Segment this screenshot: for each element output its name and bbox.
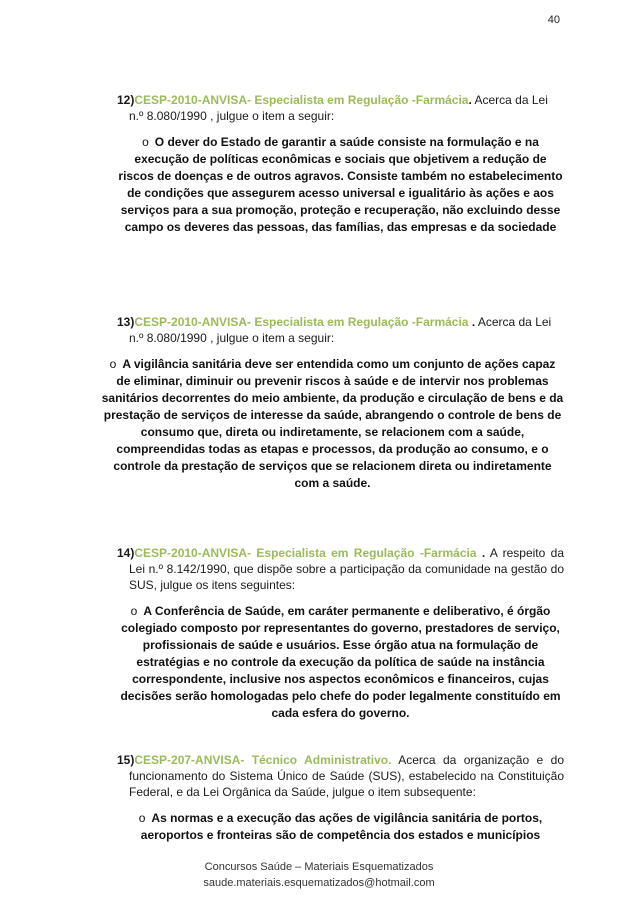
question-source: CESP-2010-ANVISA- Especialista em Regulação -Farmácia bbox=[134, 315, 469, 329]
page-number: 40 bbox=[547, 14, 560, 26]
question-number: 15) bbox=[117, 753, 135, 767]
page-footer bbox=[0, 859, 638, 891]
question-15 bbox=[117, 752, 564, 844]
question-prompt: Acerca da Lei n.º 8.080/1990 , julgue o item a seguir: bbox=[129, 93, 548, 123]
question-statement bbox=[89, 356, 564, 492]
statement-text: O dever do Estado de garantir a saúde consiste na formulação e na execução de políticas econômicas e sociais que objetivem a redução de riscos de doenças e de outros agravos. Consiste também no estabelecimento de condições que assegurem acesso universal e igualitário às ações e aos serviços para a sua promoção, proteção e recuperação, não excluindo desse campo os deveres das pessoas, das famílias, das empresas e da sociedade bbox=[118, 135, 563, 234]
footer-title: Concursos Saúde – Materiais Esquematizados bbox=[204, 861, 434, 873]
statement-text: A vigilância sanitária deve ser entendida como um conjunto de ações capaz de eliminar, diminuir ou prevenir riscos à saúde e de intervir nos problemas sanitários decorrentes do meio ambiente, da produção e circulação de bens e da prestação de serviços de interesse da saúde, abrangendo o controle de bens de consumo que, direta ou indiretamente, se relacionem com a saúde, compreendidas todas as etapas e processos, da produção ao consumo, e o controle da prestação de serviços que se relacionem direta ou indiretamente com a saúde. bbox=[101, 357, 564, 490]
question-header bbox=[117, 314, 564, 346]
question-source: CESP-207-ANVISA- Técnico Administrativo. bbox=[134, 753, 392, 767]
bullet-icon: o bbox=[138, 811, 146, 825]
question-separator: . bbox=[468, 93, 472, 107]
question-statement bbox=[117, 134, 564, 236]
question-number: 13) bbox=[117, 315, 135, 329]
question-13 bbox=[101, 314, 564, 492]
question-source: CESP-2010-ANVISA- Especialista em Regulação -Farmácia bbox=[134, 93, 469, 107]
question-number: 14) bbox=[117, 546, 135, 560]
bullet-icon: o bbox=[130, 604, 138, 618]
question-prompt: Acerca da organização e do funcionamento do Sistema Único de Saúde (SUS), estabelecido na Constituição Federal, e da Lei Orgânica da Saúde, julgue o item subsequente: bbox=[129, 753, 564, 799]
question-source: CESP-2010-ANVISA- Especialista em Regulação -Farmácia bbox=[134, 546, 477, 560]
bullet-icon: o bbox=[109, 357, 117, 371]
question-header bbox=[117, 545, 564, 593]
question-statement bbox=[117, 603, 564, 722]
question-statement bbox=[117, 810, 564, 844]
question-separator: . bbox=[468, 315, 476, 329]
question-prompt: Acerca da Lei n.º 8.080/1990 , julgue o item a seguir: bbox=[129, 315, 552, 345]
statement-text: A Conferência de Saúde, em caráter permanente e deliberativo, é órgão colegiado composto por representantes do governo, prestadores de serviço, profissionais de saúde e usuários. Esse órgão atua na formulação de estratégias e no controle da execução da política de saúde na instância correspondente, inclusive nos aspectos econômicos e financeiros, cujas decisões serão homologadas pelo chefe do poder legalmente constituído em cada esfera do governo. bbox=[120, 604, 561, 720]
question-number: 12) bbox=[117, 93, 135, 107]
question-header bbox=[117, 92, 564, 124]
question-12 bbox=[117, 92, 564, 236]
footer-email: saude.materiais.esquematizados@hotmail.com bbox=[203, 877, 435, 889]
question-separator: . bbox=[476, 546, 486, 560]
question-14 bbox=[117, 545, 564, 722]
bullet-icon: o bbox=[142, 135, 149, 149]
question-header bbox=[117, 752, 564, 800]
question-prompt: A respeito da Lei n.º 8.142/1990, que dispõe sobre a participação da comunidade na gestão do SUS, julgue os itens seguintes: bbox=[129, 546, 564, 592]
statement-text: As normas e a execução das ações de vigilância sanitária de portos, aeroportos e fronteiras são de competência dos estados e municípios bbox=[140, 811, 543, 842]
